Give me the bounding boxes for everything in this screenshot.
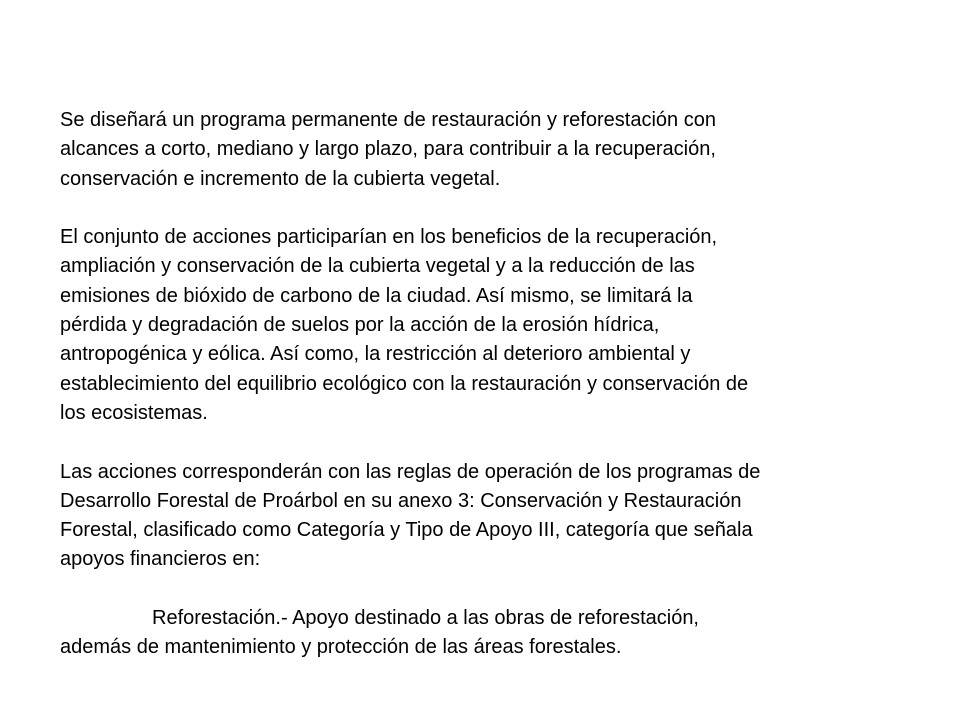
text-line: antropogénica y eólica. Así como, la restricción al deterioro ambiental y	[60, 343, 691, 366]
text-line: ampliación y conservación de la cubierta vegetal y a la reducción de las	[60, 255, 695, 278]
text-line: los ecosistemas.	[60, 401, 208, 424]
text-line: El conjunto de acciones participarían en los beneficios de la recuperación,	[60, 226, 718, 249]
text-line: pérdida y degradación de suelos por la acción de la erosión hídrica,	[60, 314, 660, 337]
paragraph-benefits	[60, 223, 910, 428]
text-line: Reforestación.- Apoyo destinado a las obras de reforestación,	[152, 607, 699, 630]
text-line: establecimiento del equilibrio ecológico con la restauración y conservación de	[60, 372, 749, 395]
paragraph-operating-rules	[60, 458, 910, 575]
text-body	[60, 106, 910, 663]
text-line: Forestal, clasificado como Categoría y Tipo de Apoyo III, categoría que señala	[60, 519, 753, 542]
paragraph-reforestation-support	[60, 604, 910, 663]
text-line: alcances a corto, mediano y largo plazo, para contribuir a la recuperación,	[60, 138, 716, 161]
text-line: apoyos financieros en:	[60, 548, 261, 571]
text-line: Desarrollo Forestal de Proárbol en su anexo 3: Conservación y Restauración	[60, 489, 742, 512]
text-line: emisiones de bióxido de carbono de la ciudad. Así mismo, se limitará la	[60, 284, 693, 307]
paragraph-program-design	[60, 106, 910, 194]
text-line: Se diseñará un programa permanente de restauración y reforestación con	[60, 109, 716, 131]
text-line: además de mantenimiento y protección de las áreas forestales.	[60, 636, 622, 659]
text-line: conservación e incremento de la cubierta vegetal.	[60, 167, 501, 190]
text-line: Las acciones corresponderán con las reglas de operación de los programas de	[60, 460, 761, 483]
